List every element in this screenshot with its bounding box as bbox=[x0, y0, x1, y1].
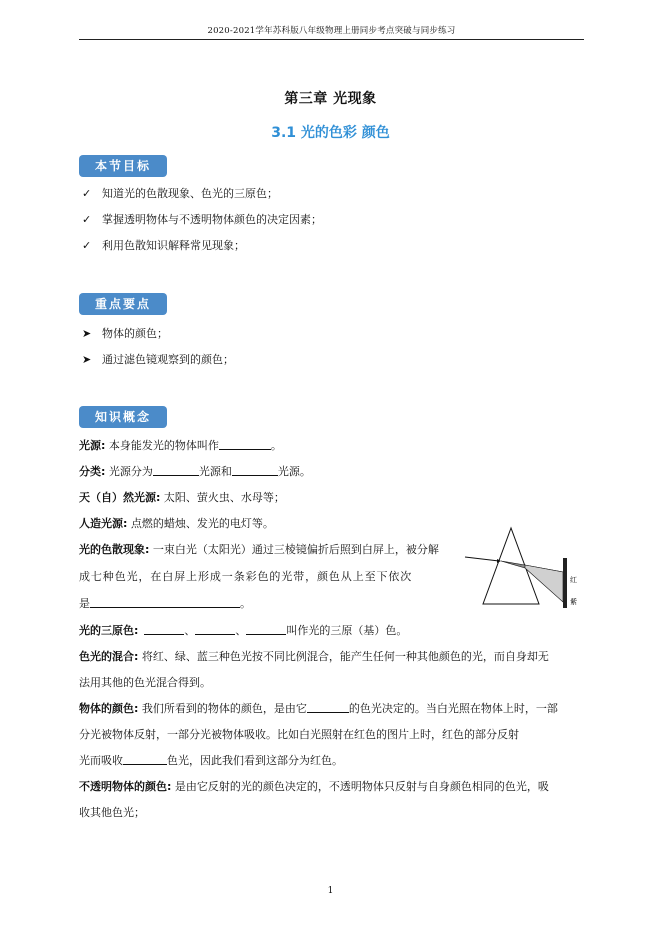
keypoint-item-text: 通过滤色镜观察到的颜色； bbox=[102, 353, 234, 366]
fill-blank bbox=[246, 624, 286, 635]
opaque-color-line-1 bbox=[79, 780, 549, 794]
page-number: 1 bbox=[327, 886, 334, 896]
natural-source-line bbox=[79, 491, 285, 505]
term-label: 光源: bbox=[79, 439, 106, 452]
red-label: 红 bbox=[570, 576, 577, 584]
dispersion-line-1 bbox=[79, 543, 439, 557]
dispersion-line-3 bbox=[79, 597, 251, 611]
running-header: 2020-2021学年苏科版八年级物理上册同步考点突破与同步练习 bbox=[207, 26, 456, 36]
text: 点燃的蜡烛、发光的电灯等。 bbox=[127, 517, 274, 530]
dispersion-line-2: 成七种色光，在白屏上形成一条彩色的光带，颜色从上至下依次 bbox=[79, 570, 413, 583]
text: 一束白光（太阳光）通过三棱镜偏折后照到白屏上，被分解 bbox=[149, 543, 439, 556]
goal-item-text: 知道光的色散现象、色光的三原色； bbox=[102, 187, 278, 200]
term-label: 天（自）然光源: bbox=[79, 491, 161, 504]
keypoint-item bbox=[82, 353, 234, 367]
dispersed-spectrum bbox=[525, 565, 563, 602]
keypoints-badge: 重点要点 bbox=[79, 293, 167, 315]
fill-blank bbox=[232, 465, 278, 476]
fill-blank bbox=[195, 624, 235, 635]
primaries-line bbox=[79, 624, 407, 638]
text: 是 bbox=[79, 597, 90, 610]
text: 将红、绿、蓝三种色光按不同比例混合，能产生任何一种其他颜色的光，而自身却无 bbox=[138, 650, 549, 663]
text: 光源和 bbox=[198, 465, 232, 478]
text: 本身能发光的物体叫作 bbox=[105, 439, 219, 452]
text: 、 bbox=[235, 624, 247, 637]
goal-item bbox=[82, 213, 322, 227]
fill-blank bbox=[219, 439, 271, 450]
text: 光源。 bbox=[277, 465, 311, 478]
fill-blank bbox=[153, 465, 199, 476]
fill-blank bbox=[123, 754, 167, 765]
goal-item bbox=[82, 239, 245, 253]
object-color-line-3 bbox=[79, 754, 343, 768]
fill-blank bbox=[90, 597, 240, 608]
chapter-title: 第三章 光现象 bbox=[284, 91, 377, 107]
text: 。 bbox=[240, 597, 251, 610]
text: 光源分为 bbox=[105, 465, 153, 478]
object-color-line-1 bbox=[79, 702, 558, 716]
incident-ray bbox=[465, 557, 499, 561]
goal-item-text: 掌握透明物体与不透明物体颜色的决定因素； bbox=[102, 213, 322, 226]
object-color-line-2: 分光被物体反射，一部分光被物体吸收。比如白光照射在红色的图片上时，红色的部分反射 bbox=[79, 728, 519, 741]
term-label: 分类: bbox=[79, 465, 106, 478]
artificial-source-line bbox=[79, 517, 274, 531]
arrow-bullet-icon: ➤ bbox=[82, 353, 92, 366]
check-icon: ✓ bbox=[82, 187, 92, 200]
fill-blank bbox=[144, 624, 184, 635]
keypoint-item-text: 物体的颜色； bbox=[102, 327, 168, 340]
term-label: 不透明物体的颜色: bbox=[79, 780, 172, 793]
text: 光而吸收 bbox=[79, 754, 123, 767]
prism-dispersion-diagram bbox=[463, 524, 583, 614]
text: 色光，因此我们看到这部分为红色。 bbox=[167, 754, 343, 767]
violet-label: 紫 bbox=[570, 598, 577, 606]
check-icon: ✓ bbox=[82, 239, 92, 252]
text: 叫作光的三原（基）色。 bbox=[286, 624, 408, 637]
arrow-bullet-icon: ➤ bbox=[82, 327, 92, 340]
term-label: 光的色散现象: bbox=[79, 543, 150, 556]
term-label: 光的三原色: bbox=[79, 624, 139, 637]
mixing-line-1 bbox=[79, 650, 549, 664]
fill-blank bbox=[307, 702, 349, 713]
mixing-line-2: 法用其他的色光混合得到。 bbox=[79, 676, 211, 689]
concepts-badge: 知识概念 bbox=[79, 406, 167, 428]
text: 我们所看到的物体的颜色，是由它 bbox=[138, 702, 307, 715]
check-icon: ✓ bbox=[82, 213, 92, 226]
term-label: 色光的混合: bbox=[79, 650, 139, 663]
white-screen bbox=[563, 558, 567, 608]
goals-badge: 本节目标 bbox=[79, 155, 167, 177]
term-label: 人造光源: bbox=[79, 517, 128, 530]
section-title: 3.1 光的色彩 颜色 bbox=[271, 125, 390, 141]
keypoint-item bbox=[82, 327, 168, 341]
text: 太阳、萤火虫、水母等； bbox=[160, 491, 285, 504]
goal-item-text: 利用色散知识解释常见现象； bbox=[102, 239, 245, 252]
text: 、 bbox=[184, 624, 196, 637]
text: 的色光决定的。当白光照在物体上时，一部 bbox=[348, 702, 558, 715]
term-label: 物体的颜色: bbox=[79, 702, 139, 715]
light-source-line bbox=[79, 439, 282, 453]
goal-item bbox=[82, 187, 278, 201]
text: 是由它反射的光的颜色决定的，不透明物体只反射与自身颜色相同的色光，吸 bbox=[171, 780, 549, 793]
opaque-color-line-2: 收其他色光； bbox=[79, 806, 145, 819]
classification-line bbox=[79, 465, 311, 479]
text: 。 bbox=[270, 439, 282, 452]
header-rule bbox=[79, 39, 584, 40]
